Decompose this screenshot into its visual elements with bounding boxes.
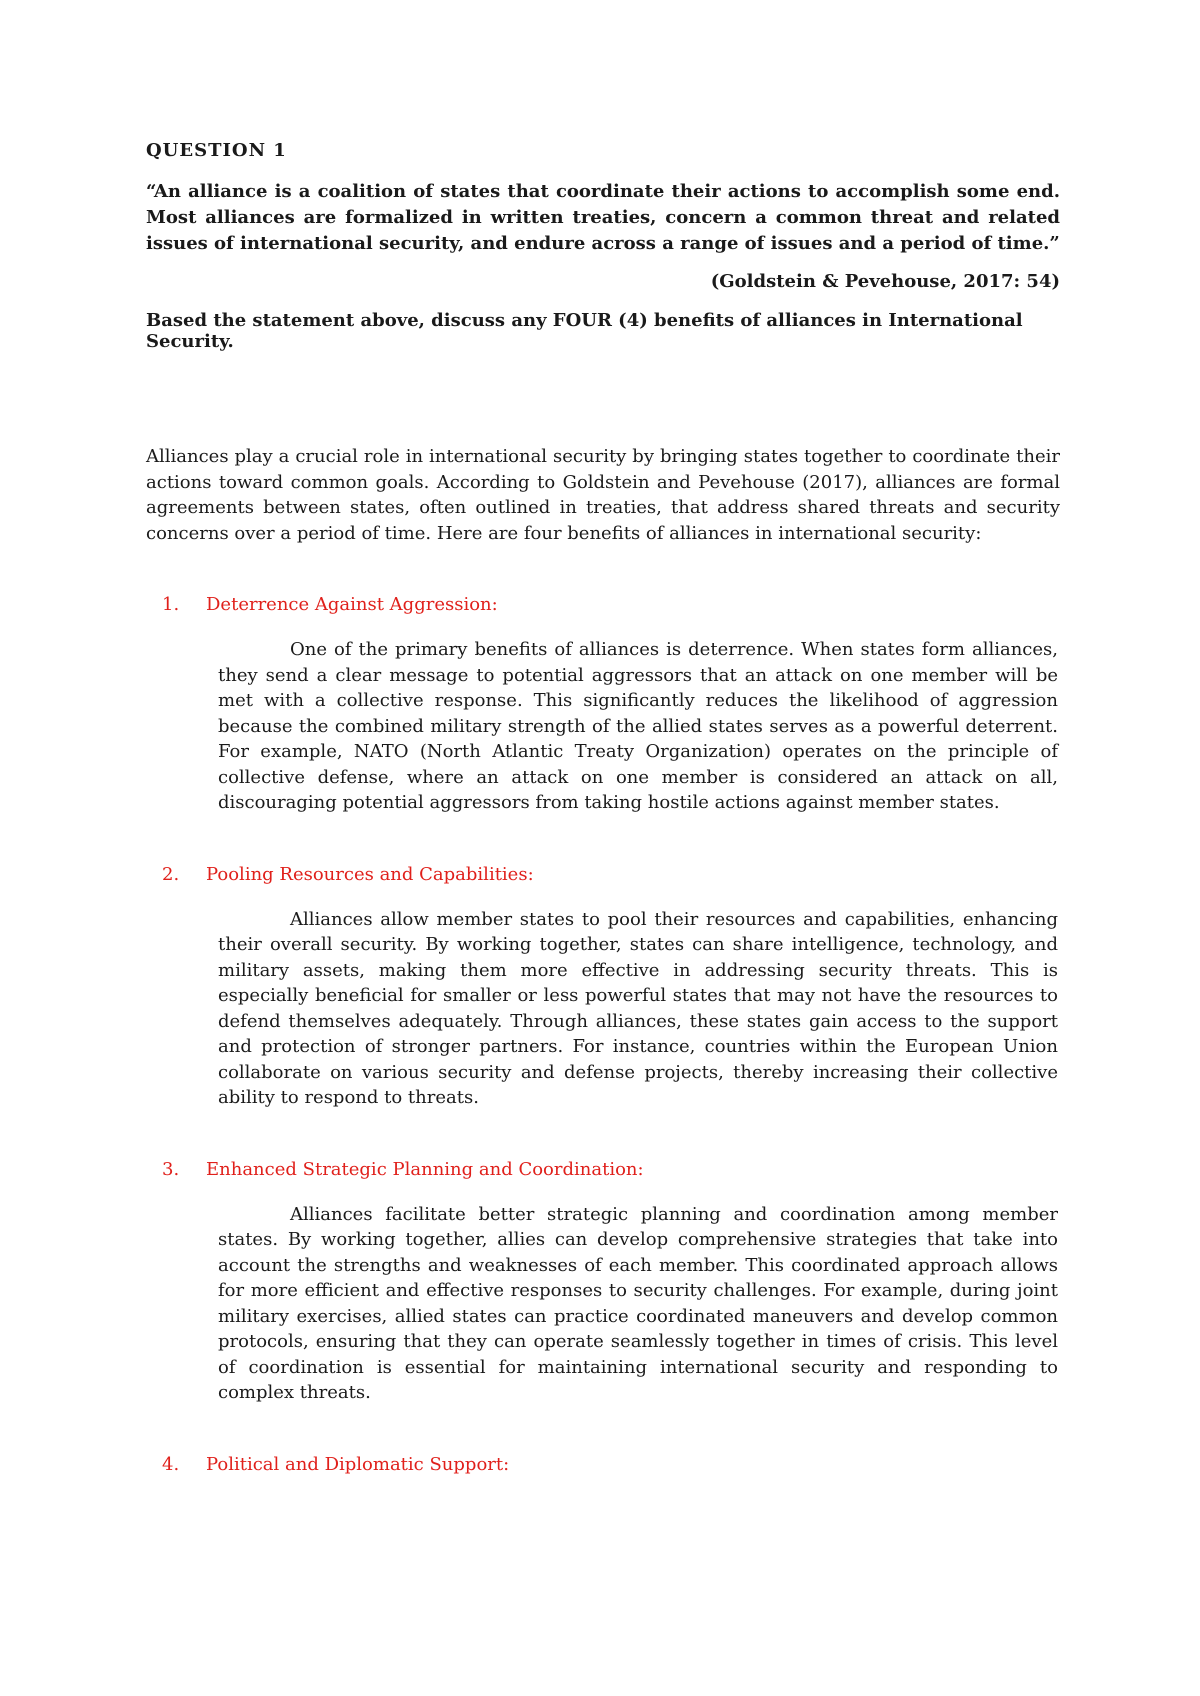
benefit-heading [134,864,1060,885]
benefit-item-1 [146,594,1060,816]
benefit-heading-text: Pooling Resources and Capabilities: [206,863,534,885]
answer-intro: Alliances play a crucial role in international security by bringing states together to coordinate their actions toward common goals. According to Goldstein and Pevehouse (2017), alliances are formal agreements between states, often outlined in treaties, that address shared threats and security concerns over a period of time. Here are four benefits of alliances in international security: [146,446,1060,544]
question-quote: “An alliance is a coalition of states that coordinate their actions to accomplish some end. Most alliances are formalized in written treaties, concern a common threat and related issues of international security, and endure across a range of issues and a period of time.” [146,181,1060,254]
question-instruction: Based the statement above, discuss any FOUR (4) benefits of alliances in International Security. [146,310,1023,352]
benefit-number: 4. [162,1453,180,1475]
quote-citation: (Goldstein & Pevehouse, 2017: 54) [710,271,1060,292]
benefit-item-4 [146,1454,1060,1475]
benefit-number: 3. [162,1158,180,1180]
benefit-heading-text: Enhanced Strategic Planning and Coordination: [206,1158,644,1180]
benefit-heading-text: Deterrence Against Aggression: [206,594,498,615]
benefit-item-3 [146,1159,1060,1406]
benefit-body: Alliances facilitate better strategic planning and coordination among member states. By working together, allies can develop comprehensive strategies that take into account the strengths and weaknesses of each member. This coordinated approach allows for more efficient and effective responses to security challenges. For example, during joint military exercises, allied states can practice coordinated maneuvers and develop common protocols, ensuring that they can operate seamlessly together in times of crisis. This level of coordination is essential for maintaining international security and responding to complex threats. [218,1203,1058,1403]
benefit-body: Alliances allow member states to pool their resources and capabilities, enhancing their overall security. By working together, states can share intelligence, technology, and military assets, making them more effective in addressing security threats. This is especially beneficial for smaller or less powerful states that may not have the resources to defend themselves adequately. Through alliances, these states gain access to the support and protection of stronger partners. For instance, countries within the European Union collaborate on various security and defense projects, thereby increasing their collective ability to respond to threats. [218,908,1058,1108]
benefit-number: 2. [162,863,180,885]
benefit-number: 1. [162,594,180,615]
benefit-item-2 [146,864,1060,1111]
question-title: QUESTION 1 [146,140,287,161]
document-page [146,140,1060,1475]
benefit-body: One of the primary benefits of alliances is deterrence. When states form alliances, they send a clear message to potential aggressors that an attack on one member will be met with a collective response. This significantly reduces the likelihood of aggression because the combined military strength of the allied states serves as a powerful deterrent. For example, NATO (North Atlantic Treaty Organization) operates on the principle of collective defense, where an attack on one member is considered an attack on all, discouraging potential aggressors from taking hostile actions against member states. [218,639,1058,813]
benefit-heading-text: Political and Diplomatic Support: [206,1453,510,1475]
benefit-heading [134,1454,1060,1475]
benefit-heading [134,594,1060,615]
benefit-heading [134,1159,1060,1180]
